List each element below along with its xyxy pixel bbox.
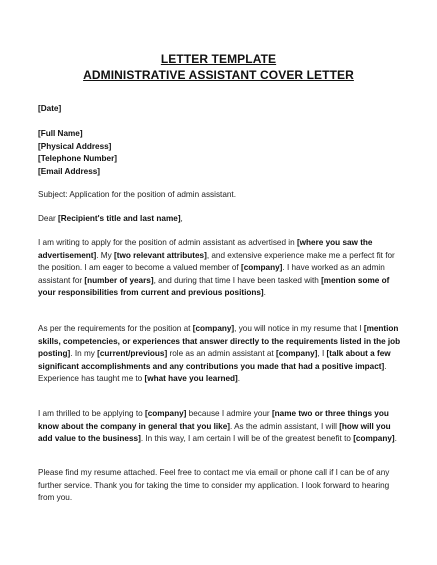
body-text: . bbox=[263, 288, 266, 298]
body-text: , you will notice in my resume that I bbox=[234, 324, 364, 333]
body-text: . bbox=[237, 374, 241, 384]
placeholder-text: [number of years] bbox=[84, 275, 154, 285]
body-text: . I have worked as an admin assistant for bbox=[38, 263, 385, 285]
paragraph-1 bbox=[38, 237, 406, 300]
letter-template-heading: LETTER TEMPLATE bbox=[160, 52, 277, 66]
placeholder-text: [what have you learned] bbox=[144, 374, 238, 384]
placeholder-text: [mention skills, competencies, or experiences that answer directly to the requirements listed in the job posting] bbox=[38, 324, 401, 359]
placeholder-text: [talk about a few significant accomplishments and any contributions you made that had a positive impact] bbox=[38, 349, 391, 371]
placeholder-text: [company] bbox=[275, 349, 318, 359]
body-text: I am thrilled to be applying to bbox=[38, 409, 145, 418]
body-text: I am writing to apply for the position of admin assistant as advertised in bbox=[38, 238, 297, 247]
body-text: , and extensive experience make me a perfect fit for the position. I am eager to become a valued member of bbox=[38, 250, 395, 273]
telephone-line: [Telephone Number] bbox=[38, 154, 117, 164]
body-text: . In this way, I am certain I will be of the greatest benefit to bbox=[140, 434, 354, 444]
placeholder-text: [where you saw the advertisement] bbox=[38, 238, 373, 260]
physical-address-line: [Physical Address] bbox=[38, 141, 112, 151]
salutation: Dear [Recipient's title and last name], bbox=[38, 214, 183, 223]
placeholder-text: [company] bbox=[192, 324, 235, 333]
placeholder-text: [company] bbox=[240, 263, 283, 273]
body-text: . In my bbox=[70, 349, 98, 359]
date-line: [Date] bbox=[38, 104, 62, 113]
body-text: . Experience has taught me to bbox=[38, 361, 387, 384]
body-text: , I bbox=[317, 349, 327, 359]
placeholder-text: [company] bbox=[144, 409, 187, 418]
sender-address-block bbox=[38, 128, 406, 178]
body-text: because I admire your bbox=[186, 409, 272, 418]
body-text: role as an admin assistant at bbox=[167, 349, 276, 359]
paragraph-3 bbox=[38, 408, 406, 446]
placeholder-text: [mention some of your responsibilities from current and previous positions] bbox=[38, 275, 390, 298]
paragraph-4: Please find my resume attached. Feel free to contact me via email or phone call if I can be of any further service. Thank you for taking the time to consider my application. I look forward to hearing from you. bbox=[38, 468, 390, 503]
body-text: . As the admin assistant, I will bbox=[229, 421, 340, 431]
body-text: . bbox=[394, 434, 397, 444]
email-line: [Email Address] bbox=[38, 166, 101, 176]
placeholder-text: [two relevant attributes] bbox=[114, 250, 207, 260]
body-text: , and during that time I have been tasked with bbox=[153, 275, 322, 285]
full-name-line: [Full Name] bbox=[38, 129, 83, 138]
body-text: . My bbox=[96, 250, 114, 260]
paragraph-2 bbox=[38, 323, 406, 386]
body-text: As per the requirements for the position at bbox=[38, 324, 193, 333]
placeholder-text: [current/previous] bbox=[97, 349, 168, 359]
cover-letter-heading: ADMINISTRATIVE ASSISTANT COVER LETTER bbox=[83, 68, 354, 82]
placeholder-text: [how will you add value to the business] bbox=[38, 421, 391, 444]
placeholder-text: [name two or three things you know about the company in general that you like] bbox=[38, 409, 389, 431]
subject-line: Subject: Application for the position of admin assistant. bbox=[38, 190, 236, 199]
placeholder-text: [company] bbox=[353, 434, 395, 444]
